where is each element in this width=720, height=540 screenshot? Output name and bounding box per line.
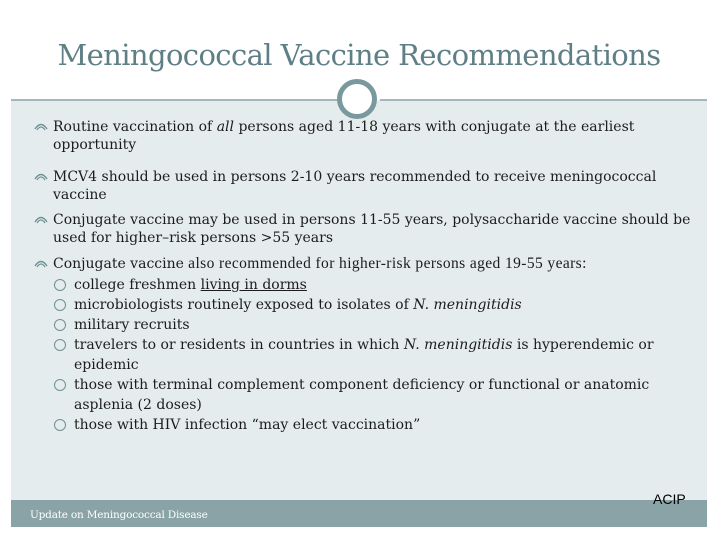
arc-bullet-icon: [34, 171, 48, 183]
sub-bullet-item: [34, 295, 694, 315]
circle-bullet-icon: [54, 379, 66, 391]
bullet-text: MCV4 should be used in persons 2-10 years recommended to receive meningococcal vaccine: [53, 169, 657, 203]
bullet-text: persons aged 11-18 years with conjugate at the earliest opportunity: [53, 119, 635, 153]
sub-bullet-item: [34, 375, 694, 415]
sub-bullet-item: [34, 275, 694, 295]
slide-body: [34, 118, 694, 435]
bullet-item: [34, 255, 694, 273]
bullet-text: Routine vaccination of: [53, 119, 217, 135]
bullet-item: [34, 168, 694, 204]
bullet-emphasis: all: [216, 119, 234, 135]
sub-bullet-text: those with terminal complement component deficiency or functional or anatomic asplenia (2 doses): [74, 377, 650, 413]
sub-bullet-text: is hyperendemic or epidemic: [74, 337, 654, 373]
sub-bullet-text: college freshmen: [74, 277, 201, 293]
bullet-text: also recommended for higher-risk persons aged 19-55 years:: [183, 255, 587, 272]
circle-bullet-icon: [54, 339, 66, 351]
bullet-text: Conjugate vaccine: [53, 256, 184, 272]
sub-bullet-emphasis: N. meningitidis: [413, 297, 522, 313]
sub-bullet-text: microbiologists routinely exposed to isolates of: [74, 297, 414, 313]
divider-line-left: [11, 99, 341, 101]
arc-bullet-icon: [34, 121, 48, 133]
sub-bullet-item: [34, 415, 694, 435]
sub-bullet-item: [34, 315, 694, 335]
bullet-text: Conjugate vaccine may be used in persons 11-55 years, polysaccharide vaccine should be used for higher–risk persons >55 years: [53, 212, 691, 246]
sub-bullet-item: [34, 335, 694, 375]
sub-bullet-list: [34, 275, 694, 435]
divider-line-right: [380, 99, 707, 101]
circle-bullet-icon: [54, 299, 66, 311]
sub-bullet-text: military recruits: [74, 317, 190, 333]
arc-bullet-icon: [34, 258, 48, 270]
circle-bullet-icon: [54, 279, 66, 291]
footer-text: Update on Meningococcal Disease: [30, 509, 208, 521]
bullet-item: [34, 211, 694, 247]
bullet-item: [34, 118, 694, 154]
ring-icon: [337, 79, 377, 119]
sub-bullet-text: travelers to or residents in countries in which: [74, 337, 404, 353]
circle-bullet-icon: [54, 319, 66, 331]
source-label: ACIP: [653, 491, 686, 507]
circle-bullet-icon: [54, 419, 66, 431]
arc-bullet-icon: [34, 214, 48, 226]
sub-bullet-text: those with HIV infection “may elect vaccination”: [74, 417, 421, 433]
slide-title: Meningococcal Vaccine Recommendations: [57, 38, 661, 72]
sub-bullet-emphasis: N. meningitidis: [403, 337, 513, 353]
sub-bullet-link-text: living in dorms: [200, 277, 307, 293]
